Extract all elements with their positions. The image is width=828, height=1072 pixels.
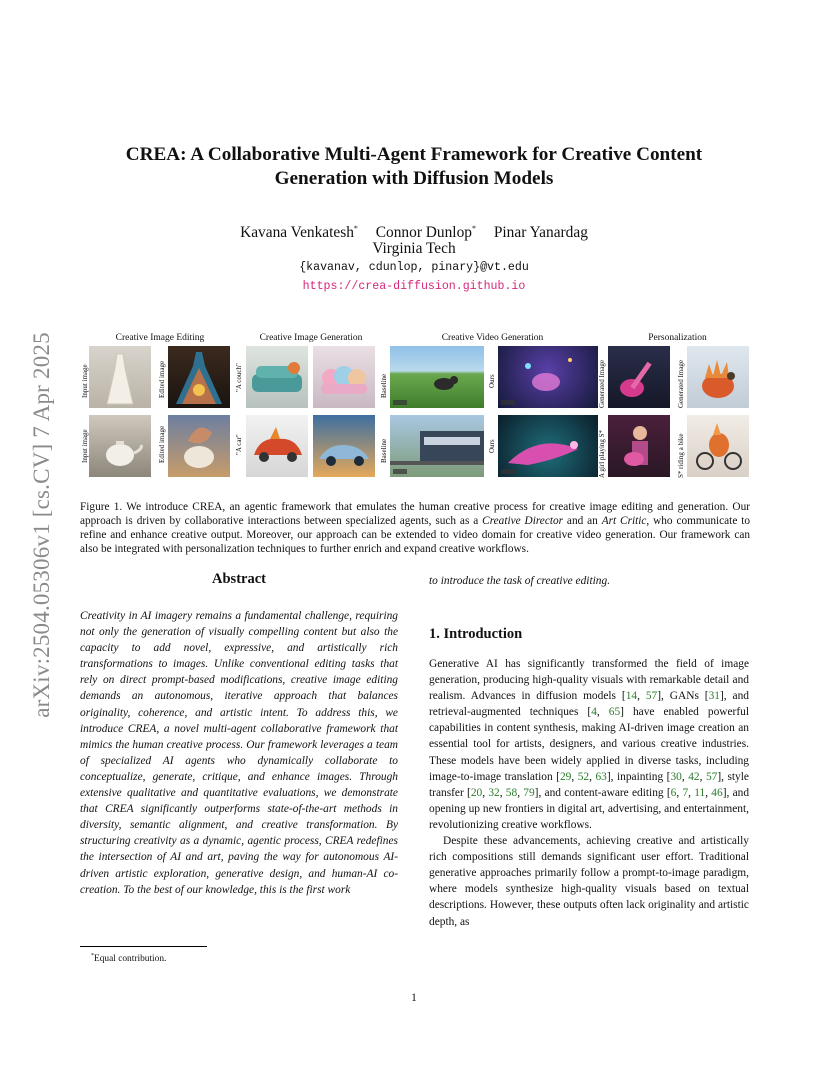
- citation-link[interactable]: 4: [591, 706, 597, 719]
- input-teapot-image: [89, 415, 151, 477]
- author: Kavana Venkatesh*: [240, 224, 358, 242]
- edited-teapot-image: [168, 415, 230, 477]
- girl-playing-guitar-image: [608, 415, 670, 477]
- citation-link[interactable]: 63: [595, 770, 607, 783]
- section-title-editing: Creative Image Editing: [115, 333, 205, 343]
- abstract-continuation: to introduce the task of creative editing.: [429, 575, 611, 587]
- citation-link[interactable]: 14: [625, 690, 638, 703]
- label-input-image: Input image: [81, 364, 89, 398]
- baseline-dog-video-frame: [390, 346, 484, 408]
- label-edited-image: Edited image: [158, 425, 166, 463]
- creature-train-illustration: [498, 415, 598, 477]
- girl-guitar-illustration: [608, 415, 670, 477]
- generated-couch-image-1: [246, 346, 308, 408]
- citation-link[interactable]: 29: [559, 770, 572, 783]
- label-input-image: Input image: [81, 429, 89, 463]
- ours-train-video-frame: [498, 415, 598, 477]
- section-title-personalization: Personalization: [648, 333, 707, 343]
- glowing-dog-illustration: [498, 346, 598, 408]
- author: Pinar Yanardag: [493, 224, 588, 242]
- ours-dog-video-frame: [498, 346, 598, 408]
- page-number: 1: [411, 992, 417, 1004]
- creature-bike-illustration: [687, 415, 749, 477]
- generated-creature-image: [687, 346, 749, 408]
- affiliation: Virginia Tech: [372, 240, 456, 257]
- label-generated-image: Generated Image: [598, 360, 606, 408]
- author: Connor Dunlop*: [375, 224, 476, 242]
- citation-link[interactable]: 11: [694, 786, 706, 799]
- paper-title: [80, 143, 748, 191]
- citation-link[interactable]: 6: [670, 786, 677, 799]
- generated-car-image-2: [313, 415, 375, 477]
- citation-link[interactable]: 57: [645, 690, 658, 703]
- train-illustration: [390, 415, 484, 477]
- label-a-couch: "A couch": [235, 363, 243, 392]
- intro-paragraph-1: Generative AI has significantly transformed the field of image generation, producing high-quality visuals with remarkable detail and realism. Advances in diffusion models [14, 57], GANs [31], and retrieval-augmented techniques [4, 65] have enabled powerful capabilities in content synthesis, making AI-driven image creation an essential tool for artists, designers, and various creative industries. These models have been widely applied in diverse tasks, including image-to-image translation [29, 52, 63], inpainting [30, 42, 57], style transfer [20, 32, 58, 79], and content-aware editing [6, 7, 11, 46], and opening up new frontiers in digital art, advertising, and entertainment, revolutionizing creative workflows.: [429, 658, 750, 831]
- citation-link[interactable]: 46: [711, 786, 723, 799]
- input-dress-image: [89, 346, 151, 408]
- project-url-link[interactable]: https://crea-diffusion.github.io: [302, 280, 526, 293]
- colorful-dress-illustration: [168, 346, 230, 408]
- arxiv-stamp-text: arXiv:2504.05306v1 [cs.CV] 7 Apr 2025: [29, 332, 54, 718]
- guitar-illustration: [608, 346, 670, 408]
- section-title-video: Creative Video Generation: [441, 333, 544, 343]
- label-ours: Ours: [488, 439, 496, 453]
- abstract-heading: Abstract: [212, 571, 266, 587]
- label-a-girl-playing: A girl playing S*: [598, 429, 606, 478]
- bubble-couch-illustration: [313, 346, 375, 408]
- title-line-2: Generation with Diffusion Models: [274, 168, 554, 189]
- spiky-creature-illustration: [687, 346, 749, 408]
- teapot-illustration: [89, 415, 151, 477]
- creature-car-illustration: [246, 415, 308, 477]
- teaser-figure: [80, 330, 750, 485]
- smoky-teapot-illustration: [168, 415, 230, 477]
- label-ours: Ours: [488, 374, 496, 388]
- title-line-1: CREA: A Collaborative Multi-Agent Framework for Creative Content: [125, 144, 703, 165]
- label-generated-image: Generated Image: [677, 360, 685, 408]
- generated-guitar-image: [608, 346, 670, 408]
- introduction-body: [429, 656, 749, 930]
- citation-link[interactable]: 42: [688, 770, 700, 783]
- abstract-body: Creativity in AI imagery remains a fundamental challenge, requiring not only the generation of visually compelling content but also the capacity to add novel, expressive, and artistically rich transformations to images. Unlike conventional editing tasks that rely on direct prompt-based modifications, creative image editing demands an autonomous, iterative approach that balances originality, coherence, and artistic intent. To address this, we introduce CREA, a novel multi-agent collaborative framework that mimics the human creative process. Our framework leverages a team of specialized AI agents who dynamically collaborate to conceptualize, generate, critique, and enhance images. Through extensive qualitative and quantitative evaluations, we demonstrate that CREA significantly outperforms state-of-the-art methods in diversity, semantic alignment, and creative transformation. By structuring creativity as a dynamic, agentic process, CREA redefines the intersection of AI and art, paving the way for autonomous AI-driven artistic exploration, generative design, and human-AI co-creation. To the best of our knowledge, this is the first work: [80, 610, 398, 896]
- section-title-generation: Creative Image Generation: [259, 333, 363, 343]
- citation-link[interactable]: 79: [523, 786, 535, 799]
- generated-couch-image-2: [313, 346, 375, 408]
- citation-link[interactable]: 58: [505, 786, 518, 799]
- introduction-heading: 1. Introduction: [429, 626, 523, 642]
- sunset-car-illustration: [313, 415, 375, 477]
- label-s-riding-bike: S* riding a bike: [677, 433, 685, 478]
- author-emails: {kavanav, cdunlop, pinary}@vt.edu: [299, 261, 529, 274]
- edited-dress-image: [168, 346, 230, 408]
- creature-riding-bike-image: [687, 415, 749, 477]
- label-a-car: "A car": [235, 434, 243, 455]
- citation-link[interactable]: 30: [670, 770, 682, 783]
- generated-car-image-1: [246, 415, 308, 477]
- intro-paragraph-2: Despite these advancements, achieving creative and artistically rich compositions still demands significant user effort. Traditional generative approaches primarily follow a prompt-to-image paradigm, where models synthesize high-quality visuals based on textual descriptions. However, these outputs often lack originality and artistic depth, as: [429, 835, 749, 928]
- arxiv-stamp: [30, 290, 54, 760]
- citation-link[interactable]: 7: [682, 786, 689, 799]
- citation-link[interactable]: 57: [705, 770, 718, 783]
- couch-illustration: [246, 346, 308, 408]
- baseline-train-video-frame: [390, 415, 484, 477]
- dog-in-field-illustration: [390, 346, 484, 408]
- label-baseline: Baseline: [380, 373, 388, 398]
- figure-caption: Figure 1. We introduce CREA, an agentic framework that emulates the human creative process for creative image editing and generation. Our approach is driven by collaborative interactions between specialized agents, such as a Creative Director and an Art Critic, who communicate to refine and enhance creative output. Moreover, our approach can be extended to video domain for creative video generation. Our framework can also be integrated with personalization techniques to further enrich and expand creative workflows.: [80, 501, 751, 555]
- footnote-rule: [80, 946, 207, 947]
- dress-illustration: [89, 346, 151, 408]
- citation-link[interactable]: 52: [577, 770, 590, 783]
- citation-link[interactable]: 31: [708, 690, 720, 703]
- citation-link[interactable]: 65: [608, 706, 621, 719]
- citation-link[interactable]: 32: [488, 786, 500, 799]
- citation-link[interactable]: 20: [470, 786, 483, 799]
- label-edited-image: Edited image: [158, 360, 166, 398]
- label-baseline: Baseline: [380, 438, 388, 463]
- footnote: *Equal contribution.: [91, 953, 167, 965]
